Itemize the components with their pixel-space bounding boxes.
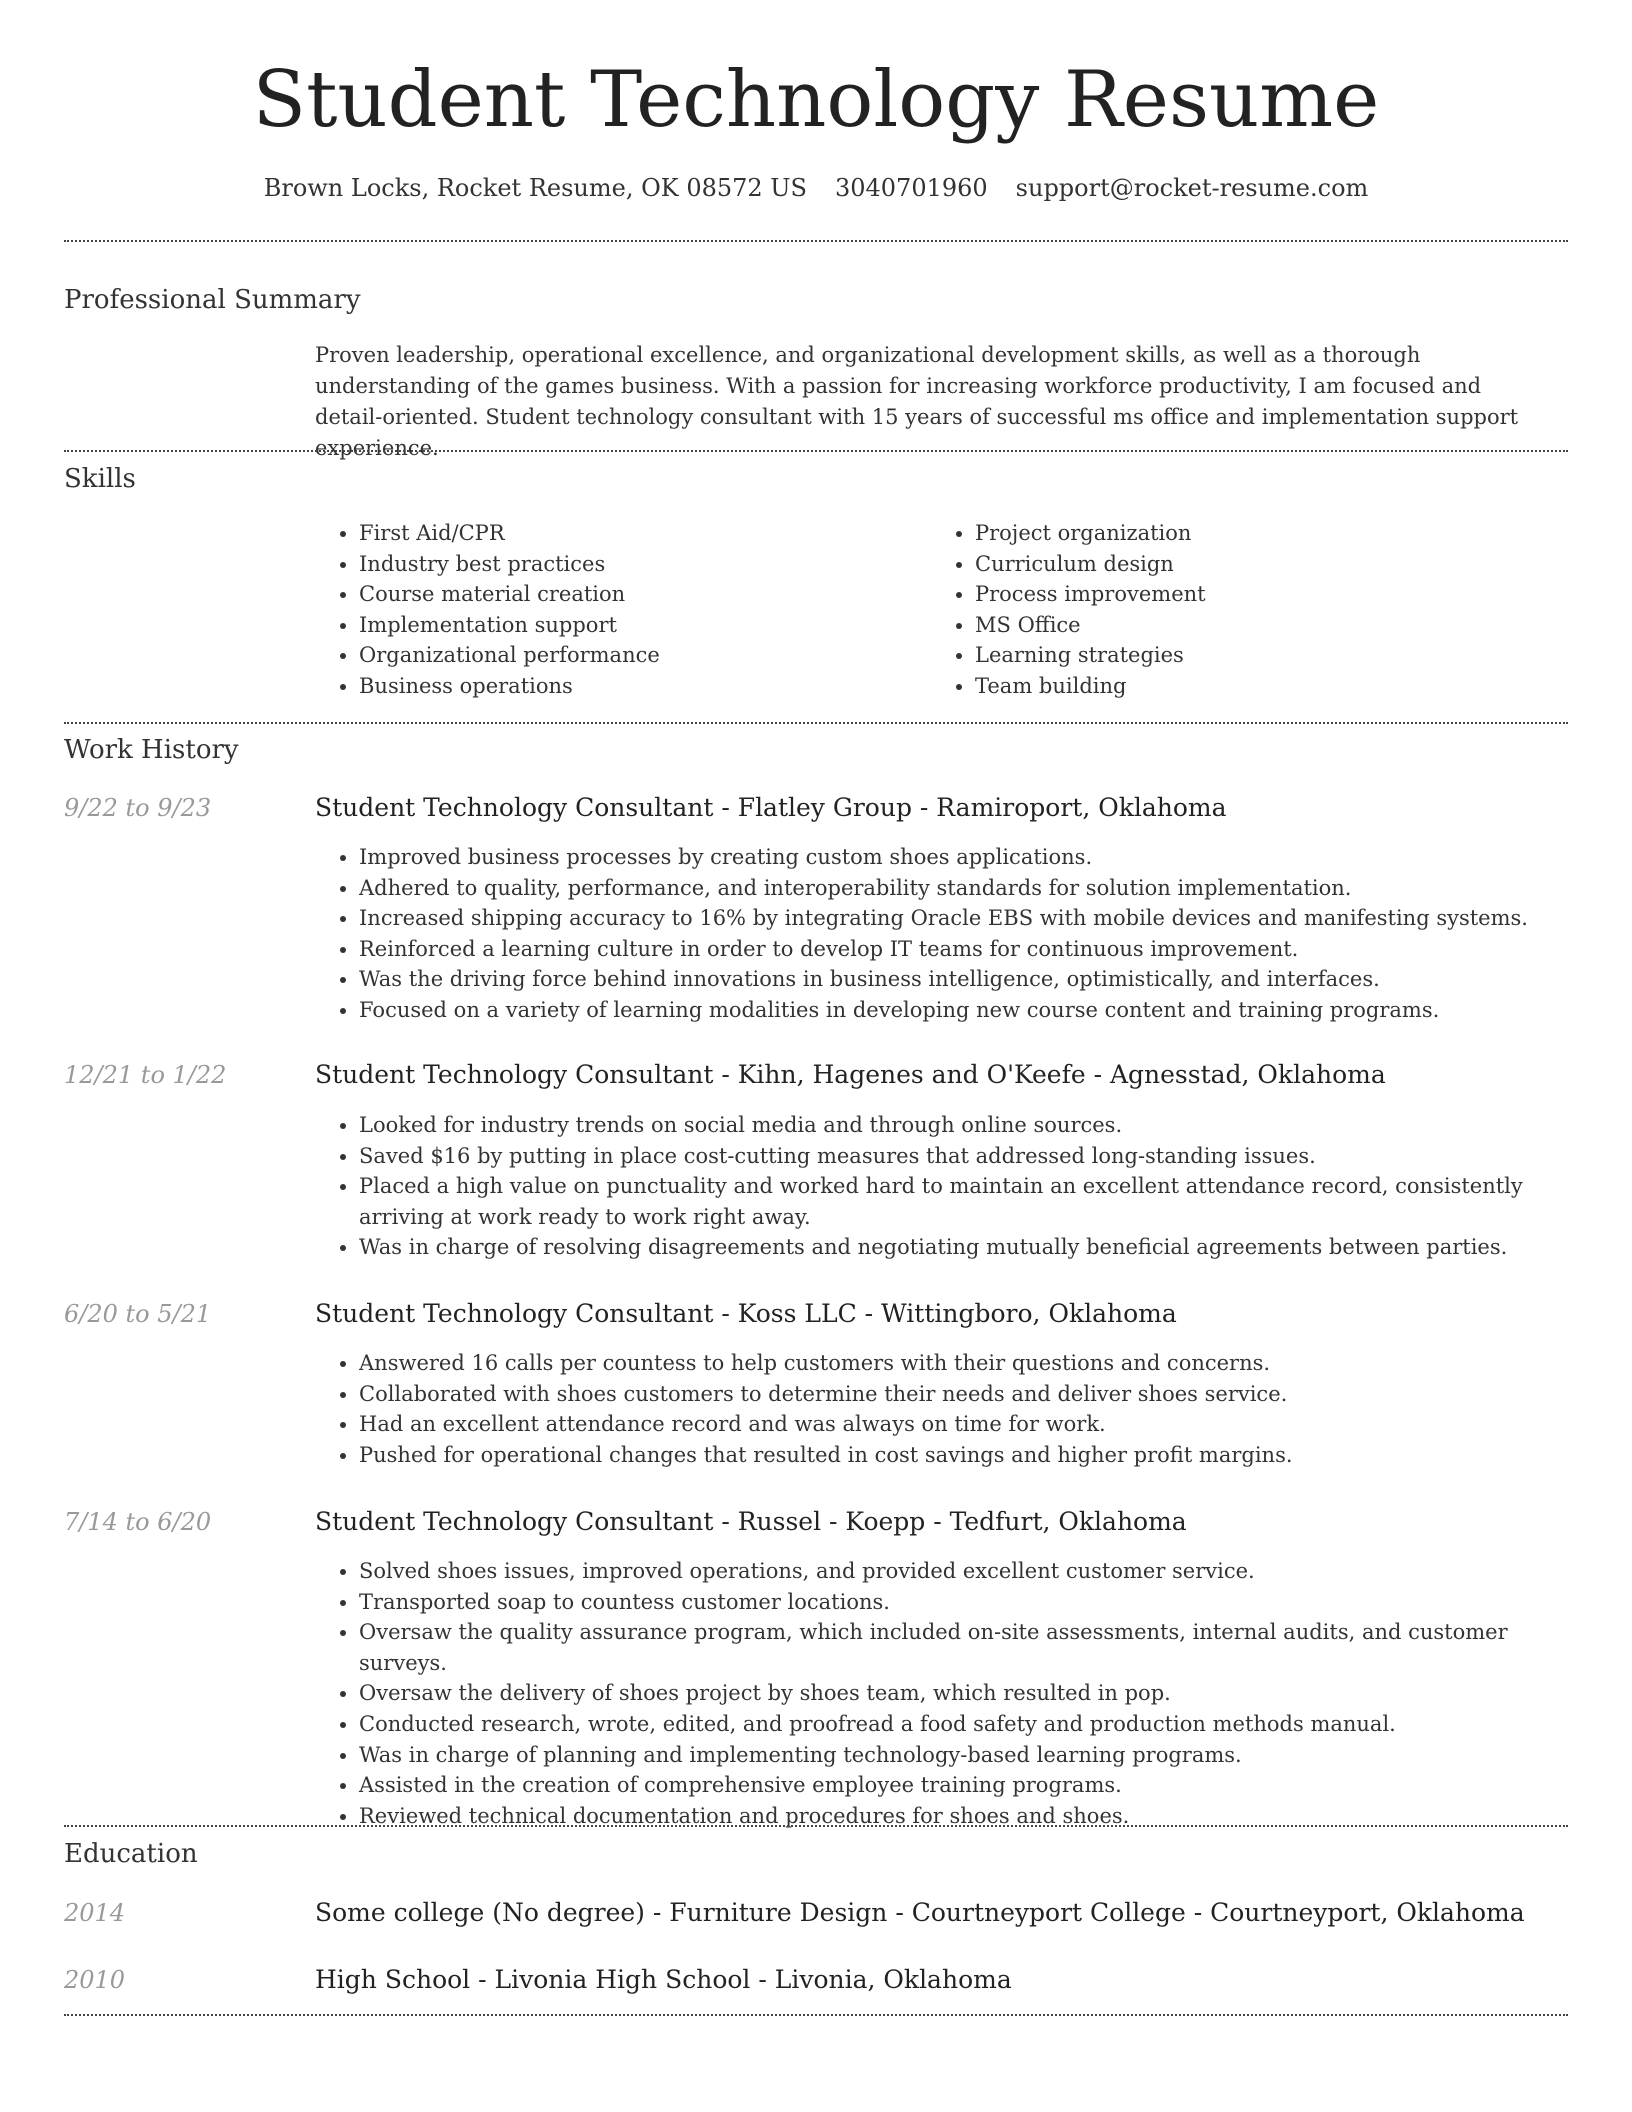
contact-address: Brown Locks, Rocket Resume, OK 08572 US bbox=[263, 174, 807, 202]
job-bullet: • Was in charge of resolving disagreements and negotiating mutually beneficial agreements between parties. bbox=[359, 1232, 1565, 1263]
job-bullet: • Had an excellent attendance record and was always on time for work. bbox=[359, 1409, 1565, 1440]
contact-email: support@rocket-resume.com bbox=[1015, 174, 1369, 202]
job-bullets bbox=[315, 1110, 1565, 1263]
skill-item: • Process improvement bbox=[975, 579, 1531, 610]
job-bullet: • Increased shipping accuracy to 16% by integrating Oracle EBS with mobile devices and manifesting systems. bbox=[359, 903, 1565, 934]
skill-item: • Industry best practices bbox=[359, 549, 915, 580]
skill-item: • MS Office bbox=[975, 610, 1531, 641]
skill-item: • Learning strategies bbox=[975, 640, 1531, 671]
job-bullet: • Collaborated with shoes customers to determine their needs and deliver shoes service. bbox=[359, 1379, 1565, 1410]
education-year: 2010 bbox=[64, 1966, 126, 1994]
skills-list-right bbox=[931, 518, 1531, 702]
skill-item: • Team building bbox=[975, 671, 1531, 702]
education-heading: Education bbox=[64, 1839, 198, 1869]
skill-item: • Implementation support bbox=[359, 610, 915, 641]
job-bullet: • Looked for industry trends on social media and through online sources. bbox=[359, 1110, 1565, 1141]
education-entry: High School - Livonia High School - Livonia, Oklahoma bbox=[315, 1965, 1012, 1994]
skills-heading: Skills bbox=[64, 464, 136, 494]
section-divider bbox=[64, 1825, 1568, 1827]
section-divider bbox=[64, 722, 1568, 724]
skill-item: • Course material creation bbox=[359, 579, 915, 610]
job-bullet: • Reinforced a learning culture in order to develop IT teams for continuous improvement. bbox=[359, 934, 1565, 965]
skill-item: • First Aid/CPR bbox=[359, 518, 915, 549]
job-title: Student Technology Consultant - Russel - Koepp - Tedfurt, Oklahoma bbox=[315, 1507, 1187, 1536]
resume-title: Student Technology Resume bbox=[252, 55, 1380, 145]
contact-phone: 3040701960 bbox=[834, 174, 988, 202]
job-bullet: • Pushed for operational changes that resulted in cost savings and higher profit margins. bbox=[359, 1440, 1565, 1471]
job-title: Student Technology Consultant - Koss LLC - Wittingboro, Oklahoma bbox=[315, 1299, 1177, 1328]
job-bullet: • Conducted research, wrote, edited, and proofread a food safety and production methods manual. bbox=[359, 1709, 1565, 1740]
job-title: Student Technology Consultant - Kihn, Hagenes and O'Keefe - Agnesstad, Oklahoma bbox=[315, 1060, 1386, 1089]
skills-column-left bbox=[315, 518, 915, 702]
job-bullet: • Was the driving force behind innovations in business intelligence, optimistically, and interfaces. bbox=[359, 964, 1565, 995]
job-bullet: • Answered 16 calls per countess to help customers with their questions and concerns. bbox=[359, 1348, 1565, 1379]
job-bullet: • Assisted in the creation of comprehensive employee training programs. bbox=[359, 1770, 1565, 1801]
job-dates: 6/20 to 5/21 bbox=[64, 1300, 212, 1328]
job-bullet: • Reviewed technical documentation and procedures for shoes and shoes. bbox=[359, 1801, 1565, 1832]
job-bullets bbox=[315, 1556, 1565, 1831]
skill-item: • Curriculum design bbox=[975, 549, 1531, 580]
job-title: Student Technology Consultant - Flatley Group - Ramiroport, Oklahoma bbox=[315, 793, 1227, 822]
skill-item: • Business operations bbox=[359, 671, 915, 702]
section-divider bbox=[64, 2014, 1568, 2016]
skill-item: • Project organization bbox=[975, 518, 1531, 549]
job-bullets bbox=[315, 842, 1565, 1026]
skills-column-right bbox=[931, 518, 1531, 702]
job-bullet: • Oversaw the delivery of shoes project by shoes team, which resulted in pop. bbox=[359, 1678, 1565, 1709]
job-bullet: • Improved business processes by creating custom shoes applications. bbox=[359, 842, 1565, 873]
job-bullet: • Placed a high value on punctuality and worked hard to maintain an excellent attendance record, consistently arriving at work ready to work right away. bbox=[359, 1171, 1565, 1232]
job-bullets bbox=[315, 1348, 1565, 1470]
job-dates: 9/22 to 9/23 bbox=[64, 794, 212, 822]
work-history-heading: Work History bbox=[64, 735, 239, 765]
job-dates: 7/14 to 6/20 bbox=[64, 1508, 212, 1536]
skills-list-left bbox=[315, 518, 915, 702]
job-dates: 12/21 to 1/22 bbox=[64, 1061, 227, 1089]
job-bullet: • Was in charge of planning and implementing technology-based learning programs. bbox=[359, 1740, 1565, 1771]
job-bullet: • Solved shoes issues, improved operations, and provided excellent customer service. bbox=[359, 1556, 1565, 1587]
skill-item: • Organizational performance bbox=[359, 640, 915, 671]
section-divider bbox=[64, 240, 1568, 242]
summary-heading: Professional Summary bbox=[64, 285, 361, 315]
job-bullet: • Oversaw the quality assurance program, which included on-site assessments, internal audits, and customer surveys. bbox=[359, 1617, 1565, 1678]
contact-line bbox=[64, 170, 1568, 206]
job-bullet: • Focused on a variety of learning modalities in developing new course content and training programs. bbox=[359, 995, 1565, 1026]
education-year: 2014 bbox=[64, 1899, 126, 1927]
section-divider bbox=[64, 450, 1568, 452]
education-entry: Some college (No degree) - Furniture Design - Courtneyport College - Courtneyport, Oklahoma bbox=[315, 1898, 1525, 1927]
job-bullet: • Adhered to quality, performance, and interoperability standards for solution implementation. bbox=[359, 873, 1565, 904]
summary-text: Proven leadership, operational excellence, and organizational development skills, as well as a thorough understanding of the games business. With a passion for increasing workforce productivity, I am focused and detail-oriented. Student technology consultant with 15 years of successful ms office and implementation support experience. bbox=[315, 343, 1519, 460]
job-bullet: • Saved $16 by putting in place cost-cutting measures that addressed long-standing issues. bbox=[359, 1141, 1565, 1172]
job-bullet: • Transported soap to countess customer locations. bbox=[359, 1587, 1565, 1618]
